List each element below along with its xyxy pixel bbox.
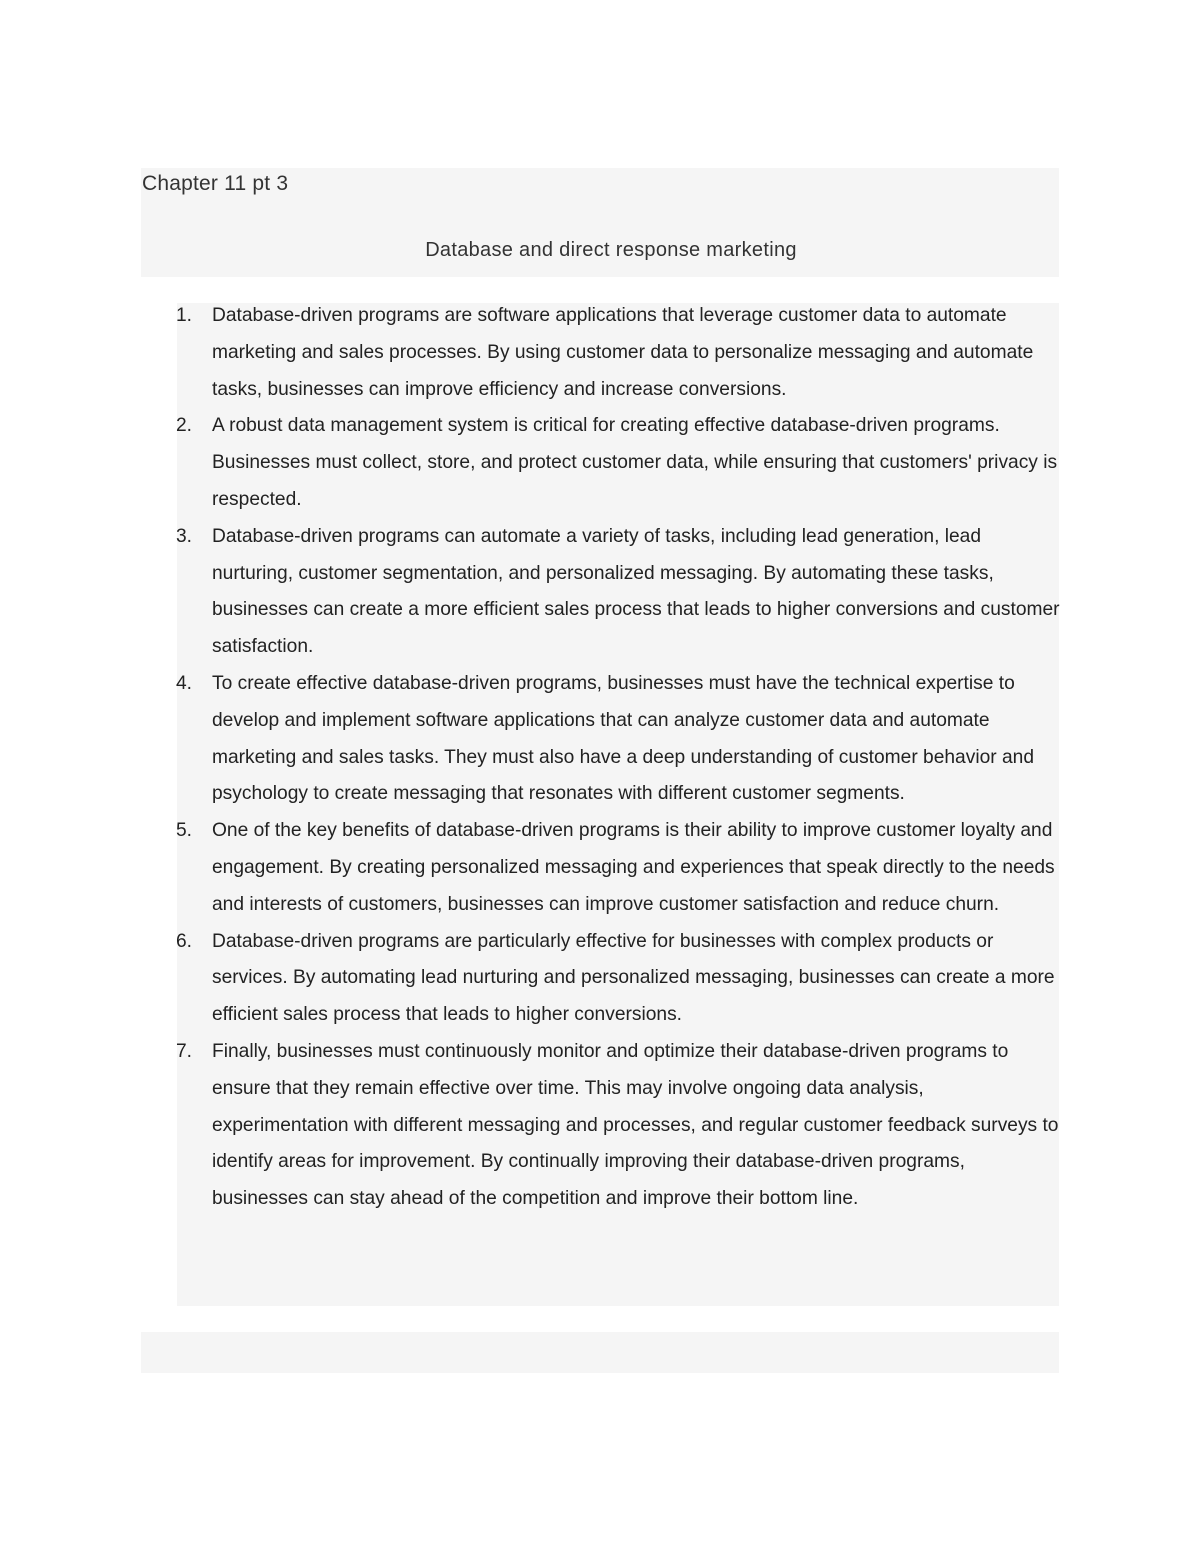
list-item-text: To create effective database-driven programs, businesses must have the technical expertise to develop and implement software applications that can analyze customer data and automate marketing and sales tasks. They must also have a deep understanding of customer behavior and psychology to create messaging that resonates with different customer segments. (212, 672, 1034, 805)
numbered-list (141, 298, 1061, 1218)
list-item (141, 924, 1061, 1034)
list-item-number: 2. (176, 415, 193, 437)
list-item-number: 6. (176, 930, 193, 952)
list-item (141, 408, 1061, 518)
list-item-text: Database-driven programs are software applications that leverage customer data to automate marketing and sales processes. By using customer data to personalize messaging and automate tasks, businesses can improve efficiency and increase conversions. (212, 305, 1034, 400)
list-item-number: 4. (176, 672, 193, 694)
list-item (141, 298, 1061, 408)
list-item-number: 3. (176, 525, 193, 547)
list-item (141, 1034, 1061, 1218)
list-item (141, 519, 1061, 666)
list-item-number: 5. (176, 820, 193, 842)
list-item (141, 666, 1061, 813)
list-item (141, 813, 1061, 923)
list-item-text: A robust data management system is critical for creating effective database-driven programs. Businesses must collect, store, and protect customer data, while ensuring that customers' privacy is respected. (212, 415, 1058, 510)
list-item-number: 7. (176, 1040, 193, 1062)
list-item-text: One of the key benefits of database-driven programs is their ability to improve customer loyalty and engagement. By creating personalized messaging and experiences that speak directly to the needs and interests of customers, businesses can improve customer satisfaction and reduce churn. (212, 820, 1055, 915)
list-item-number: 1. (176, 305, 193, 326)
list-item-text: Database-driven programs are particularly effective for businesses with complex products or services. By automating lead nurturing and personalized messaging, businesses can create a more efficient sales process that leads to higher conversions. (212, 930, 1055, 1026)
footer-highlight (141, 1332, 1059, 1373)
chapter-label: Chapter 11 pt 3 (142, 172, 289, 195)
document-title: Database and direct response marketing (425, 239, 797, 261)
list-item-text: Database-driven programs can automate a variety of tasks, including lead generation, lead nurturing, customer segmentation, and personalized messaging. By automating these tasks, businesses can create a more efficient sales process that leads to higher conversions and customer satisfaction. (212, 525, 1060, 658)
list-item-text: Finally, businesses must continuously monitor and optimize their database-driven programs to ensure that they remain effective over time. This may involve ongoing data analysis, experimentation with different messaging and processes, and regular customer feedback surveys to identify areas for improvement. By continually improving their database-driven programs, businesses can stay ahead of the competition and improve their bottom line. (212, 1040, 1059, 1210)
